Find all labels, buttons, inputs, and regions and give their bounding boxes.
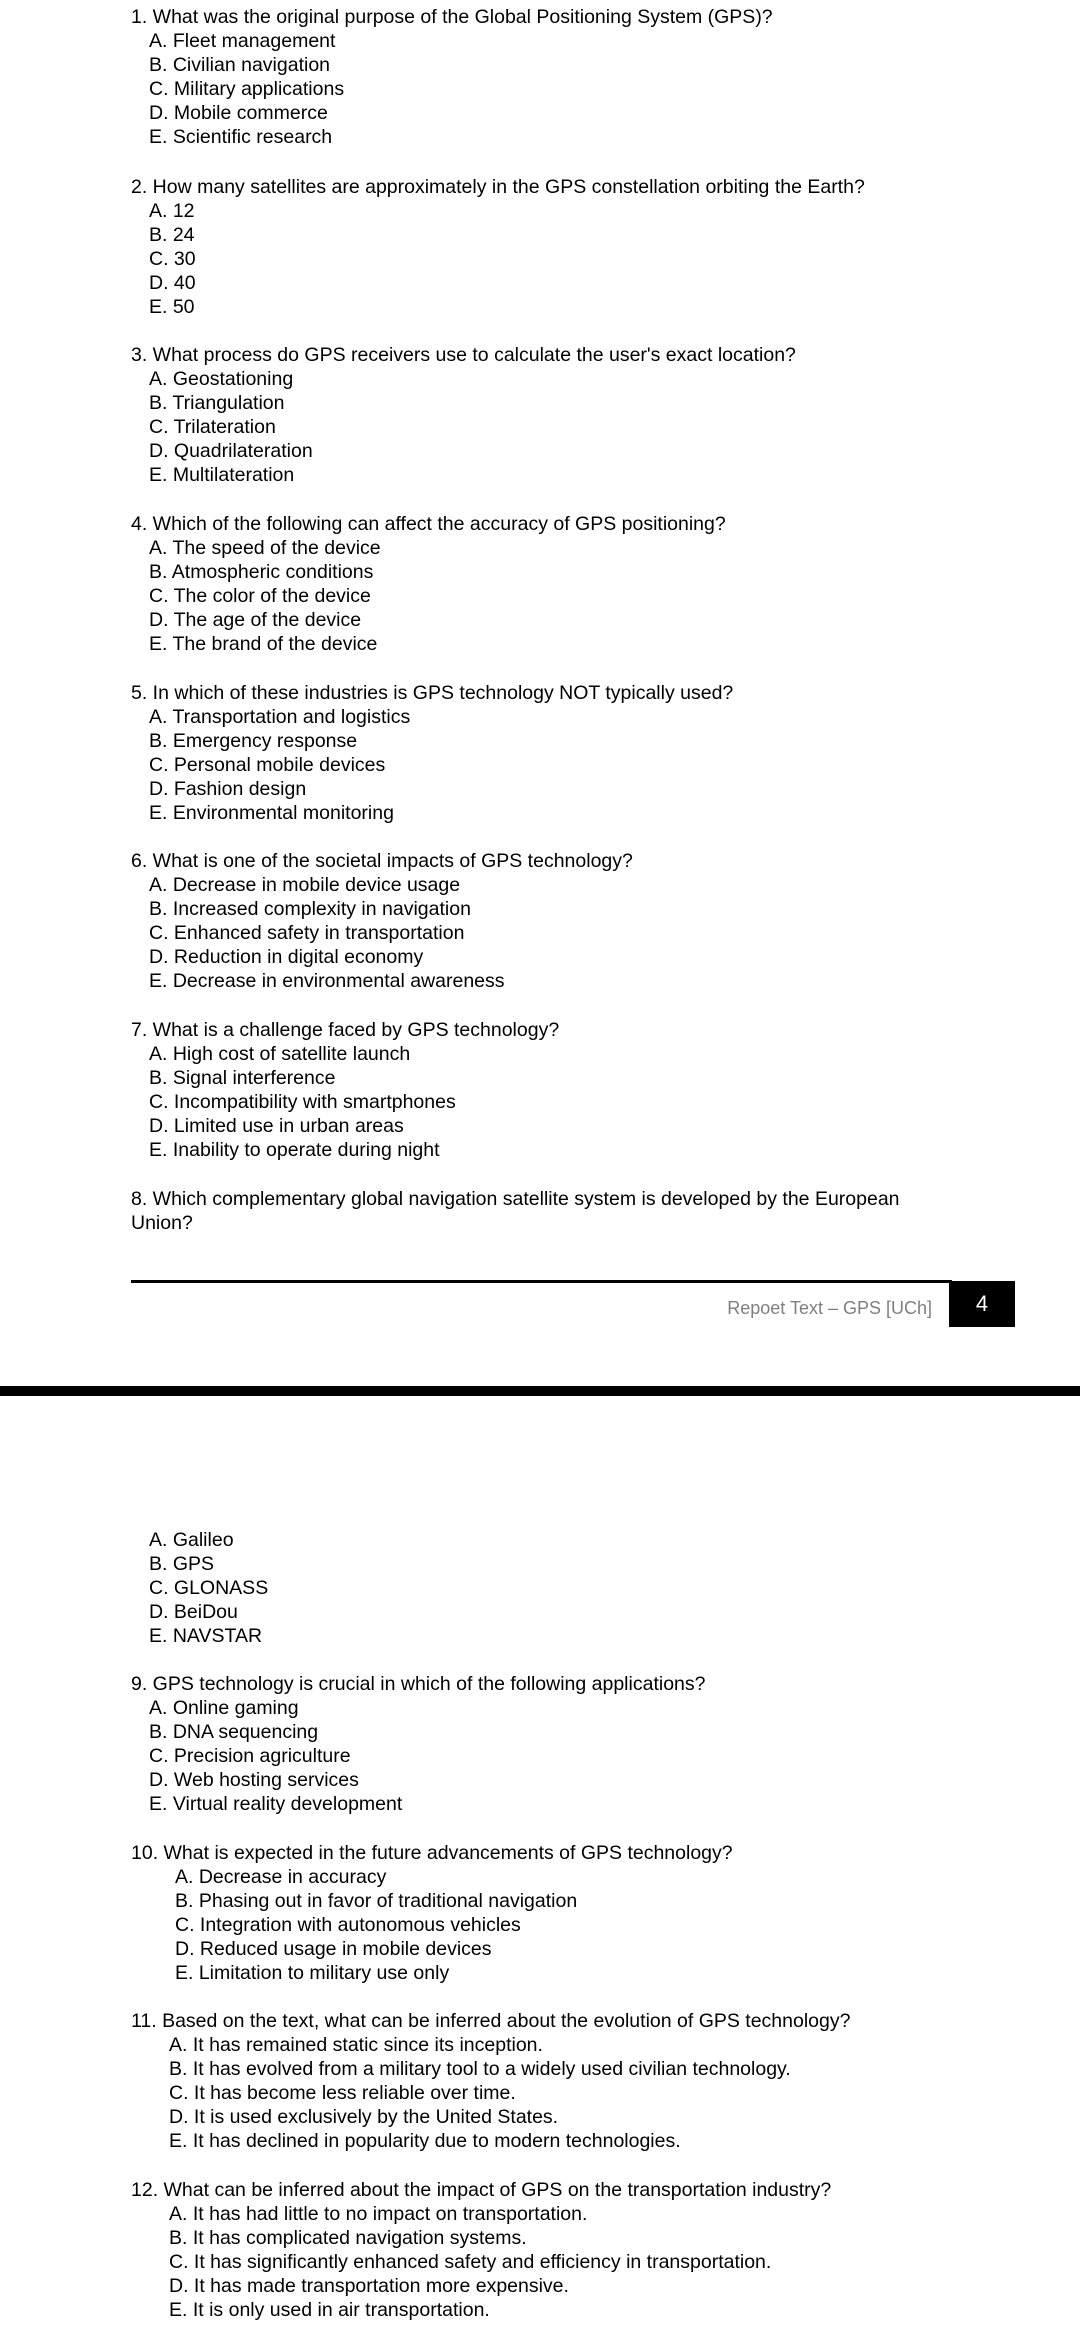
option-d: D. Limited use in urban areas [149, 1115, 404, 1137]
page-number-badge: 4 [949, 1281, 1015, 1327]
option-c: C. GLONASS [149, 1577, 269, 1599]
option-e: E. Inability to operate during night [149, 1139, 440, 1161]
option-d: D. It is used exclusively by the United States. [169, 2106, 559, 2128]
option-d: D. Web hosting services [149, 1769, 359, 1791]
option-c: C. Military applications [149, 78, 345, 100]
option-c: C. Integration with autonomous vehicles [175, 1914, 521, 1936]
option-b: B. Phasing out in favor of traditional navigation [175, 1890, 578, 1912]
question-8-options [131, 1528, 931, 1648]
option-a: A. Online gaming [149, 1697, 299, 1719]
option-d: D. Reduced usage in mobile devices [175, 1938, 492, 1960]
option-b: B. Triangulation [149, 392, 285, 414]
option-c: C. Enhanced safety in transportation [149, 922, 465, 944]
question-7 [131, 1018, 931, 1162]
question-text: 3. What process do GPS receivers use to calculate the user's exact location? [131, 344, 796, 366]
option-d: D. BeiDou [149, 1601, 238, 1623]
option-d: D. Fashion design [149, 778, 307, 800]
option-list [131, 29, 931, 149]
question-text: 10. What is expected in the future advancements of GPS technology? [131, 1842, 733, 1864]
option-a: A. The speed of the device [149, 537, 381, 559]
question-9 [131, 1672, 931, 1816]
question-11 [131, 2009, 931, 2153]
option-e: E. It has declined in popularity due to modern technologies. [169, 2130, 681, 2152]
option-a: A. Galileo [149, 1529, 234, 1551]
footer-title: Repoet Text – GPS [UCh] [727, 1298, 932, 1318]
question-text: 2. How many satellites are approximately in the GPS constellation orbiting the Earth? [131, 176, 865, 198]
option-e: E. Environmental monitoring [149, 802, 394, 824]
option-c: C. It has significantly enhanced safety and efficiency in transportation. [169, 2251, 772, 2273]
option-e: E. Scientific research [149, 126, 333, 148]
option-e: E. Multilateration [149, 464, 295, 486]
question-text: 11. Based on the text, what can be inferred about the evolution of GPS technology? [131, 2010, 851, 2032]
question-text: 8. Which complementary global navigation satellite system is developed by the European Union? [131, 1188, 900, 1234]
option-c: C. It has become less reliable over time. [169, 2082, 516, 2104]
option-a: A. Decrease in accuracy [175, 1866, 387, 1888]
option-b: B. 24 [149, 224, 195, 246]
question-8 [131, 1187, 931, 1235]
option-c: C. Personal mobile devices [149, 754, 386, 776]
option-b: B. DNA sequencing [149, 1721, 319, 1743]
option-e: E. Limitation to military use only [175, 1962, 450, 1984]
option-c: C. Incompatibility with smartphones [149, 1091, 456, 1113]
option-b: B. Atmospheric conditions [149, 561, 374, 583]
option-c: C. Precision agriculture [149, 1745, 351, 1767]
question-6 [131, 849, 931, 993]
question-text: 12. What can be inferred about the impact of GPS on the transportation industry? [131, 2179, 832, 2201]
option-d: D. Mobile commerce [149, 102, 328, 124]
question-text: 6. What is one of the societal impacts of GPS technology? [131, 850, 633, 872]
option-b: B. It has evolved from a military tool to a widely used civilian technology. [169, 2058, 791, 2080]
option-a: A. Decrease in mobile device usage [149, 874, 461, 896]
question-text: 7. What is a challenge faced by GPS technology? [131, 1019, 560, 1041]
option-list [131, 705, 931, 825]
question-1 [131, 5, 931, 149]
option-c: C. The color of the device [149, 585, 371, 607]
option-e: E. The brand of the device [149, 633, 378, 655]
option-e: E. Virtual reality development [149, 1793, 403, 1815]
option-list [131, 2033, 931, 2153]
page-5 [0, 1396, 1080, 2328]
question-text: 9. GPS technology is crucial in which of the following applications? [131, 1673, 706, 1695]
page-break-divider [0, 1386, 1080, 1396]
question-text: 1. What was the original purpose of the Global Positioning System (GPS)? [131, 6, 773, 28]
question-3 [131, 343, 931, 487]
question-text: 5. In which of these industries is GPS technology NOT typically used? [131, 682, 734, 704]
option-list [131, 1042, 931, 1162]
option-d: D. 40 [149, 272, 196, 294]
option-d: D. The age of the device [149, 609, 362, 631]
option-a: A. It has remained static since its inception. [169, 2034, 543, 2056]
footer-divider [131, 1280, 952, 1283]
option-list [131, 2202, 931, 2322]
option-b: B. GPS [149, 1553, 215, 1575]
option-b: B. Increased complexity in navigation [149, 898, 471, 920]
option-a: A. Fleet management [149, 30, 336, 52]
option-a: A. It has had little to no impact on transportation. [169, 2203, 588, 2225]
option-list [131, 536, 931, 656]
option-a: A. 12 [149, 200, 195, 222]
option-b: B. Civilian navigation [149, 54, 331, 76]
option-e: E. It is only used in air transportation. [169, 2299, 490, 2321]
option-a: A. High cost of satellite launch [149, 1043, 411, 1065]
question-12 [131, 2178, 931, 2322]
option-e: E. NAVSTAR [149, 1625, 263, 1647]
option-list [131, 367, 931, 487]
option-e: E. Decrease in environmental awareness [149, 970, 505, 992]
question-4 [131, 512, 931, 656]
option-b: B. Emergency response [149, 730, 358, 752]
option-e: E. 50 [149, 296, 195, 318]
question-10 [131, 1841, 931, 1985]
option-b: B. It has complicated navigation systems. [169, 2227, 527, 2249]
option-c: C. 30 [149, 248, 196, 270]
question-text: 4. Which of the following can affect the accuracy of GPS positioning? [131, 513, 726, 535]
option-list [131, 199, 931, 319]
option-list [131, 873, 931, 993]
option-a: A. Transportation and logistics [149, 706, 411, 728]
question-2 [131, 175, 931, 319]
option-c: C. Trilateration [149, 416, 276, 438]
option-list [131, 1696, 931, 1816]
option-d: D. It has made transportation more expensive. [169, 2275, 569, 2297]
option-d: D. Reduction in digital economy [149, 946, 424, 968]
question-5 [131, 681, 931, 825]
option-list [131, 1865, 931, 1985]
option-a: A. Geostationing [149, 368, 294, 390]
option-b: B. Signal interference [149, 1067, 336, 1089]
option-list [131, 1528, 931, 1648]
option-d: D. Quadrilateration [149, 440, 313, 462]
